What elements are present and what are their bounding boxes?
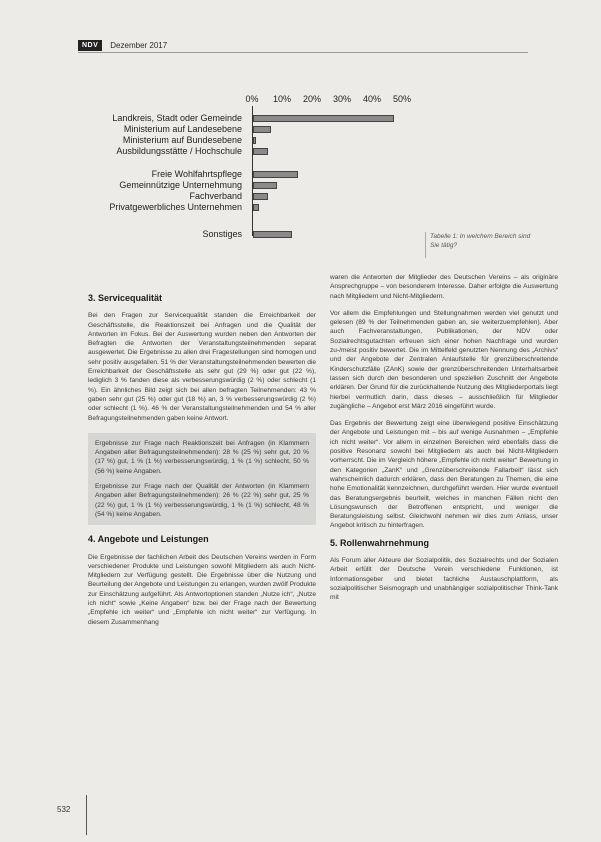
category-label: Ministerium auf Bundesebene <box>122 135 242 145</box>
results-answer-quality: Ergebnisse zur Frage nach der Qualität der Antworten (in Klammern Angaben aller Befragungsteilnehmenden): 26 % (22 %) sehr gut, 25 % (22 %) gut, 1 % (1 %) verbesserungswürdig, 1 % (1 %) schlecht, 48 % (54 %) keine Angaben. <box>95 483 309 518</box>
issue-date: Dezember 2017 <box>110 41 168 50</box>
x-tick-label: 20% <box>302 94 322 104</box>
results-reaction-time: Ergebnisse zur Frage nach Reaktionszeit bei Anfragen (in Klammern Angaben aller Befragungsteilnehmenden): 28 % (25 %) sehr gut, 20 % (17 %) gut, 1 % (1 %) verbesserungswürdig, 1 % (1 %) schlecht, 50 % (56 %) keine Angaben. <box>95 439 309 475</box>
category-label: Ministerium auf Landesebene <box>123 124 242 134</box>
results-box <box>88 433 316 525</box>
category-label: Freie Wohlfahrtspflege <box>151 169 242 179</box>
bar <box>253 231 292 238</box>
category-label: Gemeinnützige Unternehmung <box>119 180 242 190</box>
x-tick-label: 0% <box>245 94 259 104</box>
section-5-paragraph: Als Forum aller Akteure der Sozialpolitik, des Sozialrechts und der Sozialen Arbeit erfüllt der Deutsche Verein verschiedene Funktionen, ist Informationsgeber und bietet fachliche Austauschplattform, als sozialpolitischer Seismograph und unabhängiger sozialpolitischer Think-Tank mit <box>330 557 558 602</box>
bar <box>253 115 394 122</box>
x-tick-label: 40% <box>362 94 382 104</box>
bar <box>253 148 268 155</box>
caption-divider <box>425 232 426 258</box>
chart-caption: Tabelle 1: In welchem Bereich sind Sie tätig? <box>430 233 531 249</box>
left-column <box>88 290 316 635</box>
running-header <box>78 40 167 51</box>
section-3-heading: 3. Servicequalität <box>88 293 163 303</box>
bar <box>253 137 256 144</box>
category-label: Ausbildungsstätte / Hochschule <box>116 146 242 156</box>
x-tick-label: 50% <box>392 94 412 104</box>
section-3-paragraph: Bei den Fragen zur Servicequalität standen die Erreichbarkeit der Geschäftsstelle, die Reaktionszeit bei Anfragen und die Qualität der Antworten im Fokus. Bei der Auswertung wurden neben den Antworten der Befragten die Antworten der Veranstaltungsteilnehmenden separat ausgewertet. Die Ergebnisse zu allen drei Fragestellungen sind homogen und sehr positiv ausgefallen. 51 % der Veranstaltungsteilnehmenden bewerten die Erreichbarkeit der Geschäftsstelle als sehr gut (29 %) oder gut (22 %), lediglich 3 % fanden diese als verbesserungswürdig (2 %) oder schlecht (1 %). Ein ähnliches Bild zeigt sich bei allen befragten Teilnehmenden: 43 % gaben sehr gut (25 %) oder gut (18 %) an, 3 % verbesserungswürdig (2 %) oder schlecht (1 %). 46 % der Veranstaltungsteilnehmenden und 54 % aller Befragungsteilnehmenden gaben keine Antwort. <box>88 312 316 422</box>
right-paragraph-3: Das Ergebnis der Bewertung zeigt eine überwiegend positive Einschätzung der Angebote und Leistungen mit – bis auf wenige Ausnahmen – „Empfehle ich nicht weiter“. Vor allem in einzelnen Bereichen wird ebenfalls dass die positive Resonanz sowohl bei Mitgliedern als auch bei Nicht-Mitgliedern vorherrscht. Die im Vergleich höhere „Empfehle ich nicht weiter“ Bewertung in den Kategorien „ZanK“ und „Grenzüberschreitende Fallarbeit“ lässt sich wahrscheinlich dadurch erklären, dass den Beratungen zu Themen, die eine hohe Emotionalität kennzeichnen, durchgeführt werden. Hier wurde eventuell das Beratungsergebnis beurteilt, welches in manchen Fällen nicht den Lösungswunsch der Betroffenen entspricht, und weniger die Beratungsleistung selbst. Gleichwohl nehmen wir dies zum Anlass, unser Angebot kritisch zu hinterfragen. <box>330 420 558 530</box>
bar <box>253 204 259 211</box>
page-number: 532 <box>57 805 71 814</box>
right-paragraph-1: waren die Antworten der Mitglieder des Deutschen Vereins – als originäre Ansprechgruppe – von besonderem Interesse. Daher erfolgte die Auswertung nach Mitgliedern und Nicht-Mitgliedern. <box>330 274 558 300</box>
category-label: Privatgewerbliches Unternehmen <box>109 202 242 212</box>
bar <box>253 171 298 178</box>
right-column <box>330 273 558 611</box>
page-margin-rule <box>86 795 87 835</box>
section-4-paragraph: Die Ergebnisse der fachlichen Arbeit des Deutschen Vereins werden in Form verschiedener Produkte und Leistungen sowohl Mitgliedern als auch Nicht-Mitgliedern zur Verfügung gestellt. Die Ergebnisse über die Nutzung und Beurteilung der Angebote und Leistungen zu erlangen, wurden zwölf Produkte zur Einschätzung aufgeführt. Als Antwortoptionen standen „Nutze ich“, „Nutze ich nicht“ sowie „Keine Angaben“ bzw. bei der Frage nach der Bewertung „Empfehle ich weiter“ und „Empfehle ich nicht weiter“ zur Verfügung. In diesem Zusammenhang <box>88 553 317 626</box>
bar <box>253 193 268 200</box>
bar <box>253 182 277 189</box>
bar <box>253 126 271 133</box>
header-rule <box>78 52 528 53</box>
section-5-heading: 5. Rollenwahrnehmung <box>330 537 430 548</box>
x-tick-label: 10% <box>272 94 292 104</box>
x-tick-label: 30% <box>332 94 352 104</box>
section-4-heading: 4. Angebote und Leistungen <box>88 534 209 545</box>
category-label: Landkreis, Stadt oder Gemeinde <box>112 113 242 123</box>
category-label: Fachverband <box>189 191 242 201</box>
right-paragraph-2: Vor allem die Empfehlungen und Stellungnahmen werden viel genutzt und gelesen (89 % der Teilnehmenden gaben an, sie weiterzuempfehlen). Aber auch Fachveranstaltungen, Publikationen, der NDV oder Sozialrechtsgutachten erfreuen sich einer hohen Nachfrage und wurden zu-/meist positiv bewertet. Die im Mittelfeld genutzten Nennung des „Archivs“ und der Angebote der Zentralen Anlaufstelle für grenzüberschreitende Kinderschutzfälle (ZAnK) sowie der grenzüberschreitenden Unterhaltsarbeit lassen sich durch den besonderen und speziellen Zuschnitt der Angebote erklären. Der Grund für die zurückhaltende Nutzung des Mitgliederportals liegt hierbei vermutlich darin, dass dieses – ausschließlich für Mitglieder zugängliche – Angebot erst März 2016 eingeführt wurde. <box>330 309 558 410</box>
category-label: Sonstiges <box>202 229 242 239</box>
sector-bar-chart <box>80 90 420 250</box>
journal-logo: NDV <box>78 40 102 51</box>
